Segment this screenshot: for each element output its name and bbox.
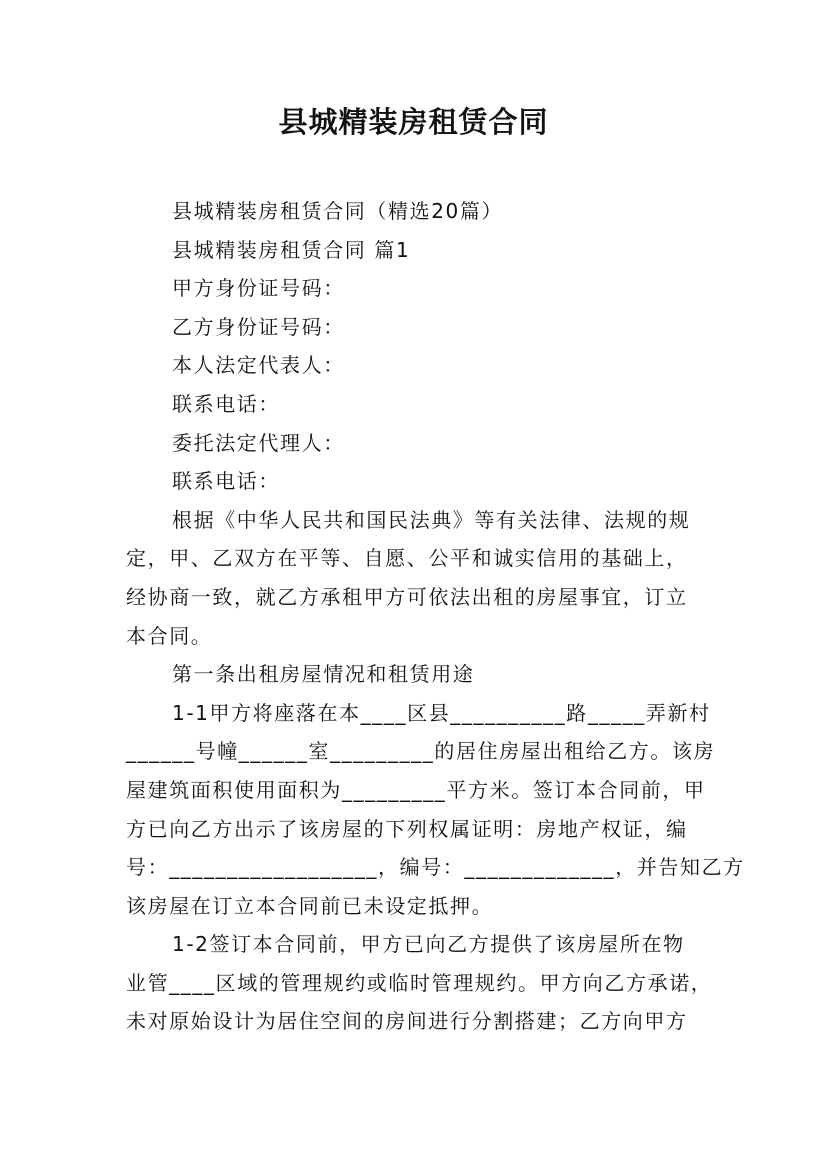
document-line: 未对原始设计为居住空间的房间进行分割搭建；乙方向甲方: [126, 1009, 688, 1034]
document-line: 委托法定代理人：: [172, 430, 345, 455]
document-line: 本人法定代表人：: [172, 353, 345, 378]
document-line: 屋建筑面积使用面积为_________平方米。签订本合同前，甲: [126, 777, 706, 802]
document-line: 联系电话：: [172, 469, 280, 494]
document-line: 县城精装房租赁合同 篇1: [172, 237, 411, 262]
document-body: [126, 192, 745, 1041]
document-line: 联系电话：: [172, 391, 280, 416]
document-line: 方已向乙方出示了该房屋的下列权属证明：房地产权证，编: [126, 816, 688, 841]
document-line: 1-2签订本合同前，甲方已向乙方提供了该房屋所在物: [172, 932, 685, 957]
document-line: 业管____区域的管理规约或临时管理规约。甲方向乙方承诺，: [126, 970, 713, 995]
document-title: 县城精装房租赁合同: [278, 105, 549, 139]
document-line: 甲方身份证号码：: [172, 276, 345, 301]
document-line: 1-1甲方将座落在本____区县__________路_____弄新村: [172, 700, 711, 725]
document-line: 该房屋在订立本合同前已未设定抵押。: [126, 893, 494, 918]
document-line: 经协商一致，就乙方承租甲方可依法出租的房屋事宜，订立: [126, 584, 688, 609]
document-line: 乙方身份证号码：: [172, 314, 345, 339]
document-line: 号：__________________，编号：_____________，并告知乙方: [126, 855, 745, 880]
document-line: 县城精装房租赁合同（精选20篇）: [172, 199, 504, 223]
document-line: 本合同。: [126, 623, 213, 648]
document-line: ______号幢______室_________的居住房屋出租给乙方。该房: [126, 739, 716, 764]
document-line: 第一条出租房屋情况和租赁用途: [172, 662, 475, 687]
document-line: 根据《中华人民共和国民法典》等有关法律、法规的规: [172, 507, 691, 532]
document-line: 定，甲、乙双方在平等、自愿、公平和诚实信用的基础上，: [126, 546, 688, 571]
